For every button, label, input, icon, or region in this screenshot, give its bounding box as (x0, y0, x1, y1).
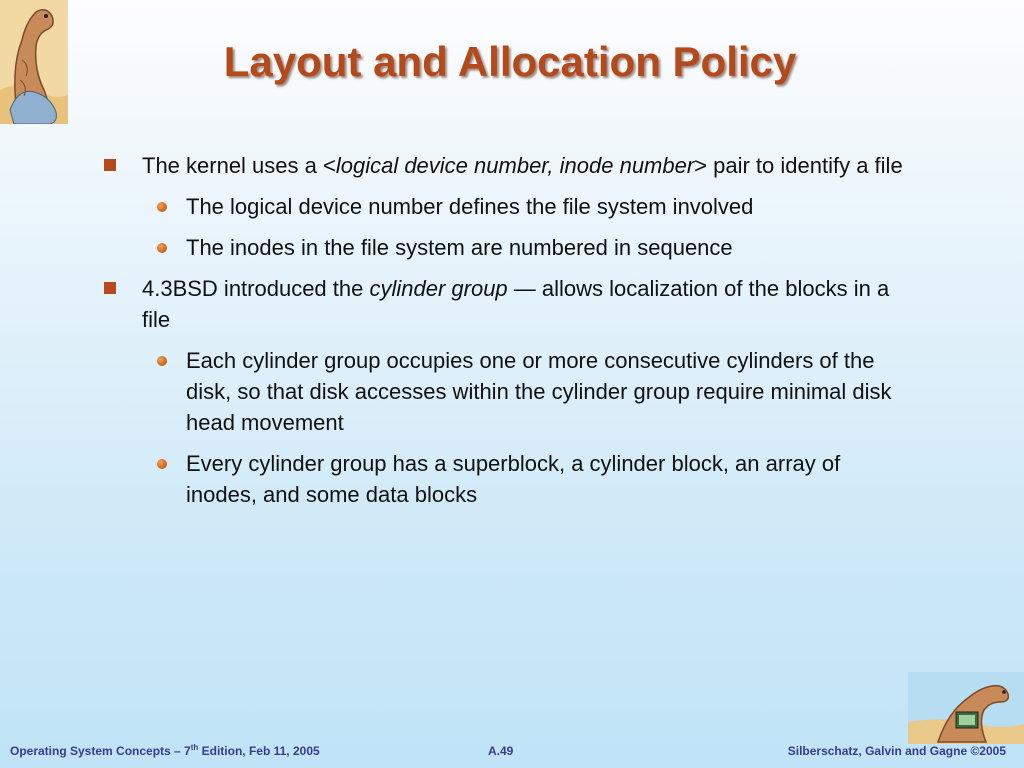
round-bullet-icon (157, 243, 167, 253)
square-bullet-icon (104, 159, 116, 171)
sub-bullet-item (104, 345, 904, 438)
footer-authors: Silberschatz, Galvin and Gagne ©2005 (787, 744, 1006, 758)
sub-bullet-text: The inodes in the file system are numbered in sequence (186, 235, 733, 260)
round-bullet-icon (157, 356, 167, 366)
bullet-text-emphasis: cylinder group (369, 276, 508, 301)
dinosaur-logo-icon (0, 0, 68, 124)
footer-edition: Edition, Feb 11, 2005 (198, 744, 320, 758)
round-bullet-icon (157, 459, 167, 469)
bullet-text-part: The kernel uses a < (142, 153, 336, 178)
dinosaur-computer-logo-icon (908, 672, 1024, 744)
slide-content (104, 150, 904, 520)
bullet-text-part: > pair to identify a file (694, 153, 903, 178)
footer-book-title: Operating System Concepts – 7 (10, 744, 191, 758)
sub-bullet-item (104, 191, 904, 222)
sub-bullet-text: The logical device number defines the file system involved (186, 194, 754, 219)
sub-bullet-item (104, 232, 904, 263)
bullet-text-emphasis: logical device number, inode number (335, 153, 695, 178)
bullet-item (104, 273, 904, 335)
page-number: A.49 (488, 744, 514, 758)
sub-bullet-item (104, 448, 904, 510)
footer-superscript: th (190, 743, 199, 752)
footer-left (10, 744, 320, 758)
bullet-text-part: — allows localization of the blocks in a file (142, 276, 890, 332)
bullet-text-part: 4.3BSD introduced the (142, 276, 370, 301)
sub-bullet-text: Each cylinder group occupies one or more consecutive cylinders of the disk, so that disk accesses within the cylinder group require minimal disk head movement (186, 348, 892, 435)
bullet-item (104, 150, 904, 181)
page-title: Layout and Allocation Policy (223, 38, 797, 85)
square-bullet-icon (104, 282, 116, 294)
round-bullet-icon (157, 202, 167, 212)
sub-bullet-text: Every cylinder group has a superblock, a cylinder block, an array of inodes, and some data blocks (186, 451, 841, 507)
